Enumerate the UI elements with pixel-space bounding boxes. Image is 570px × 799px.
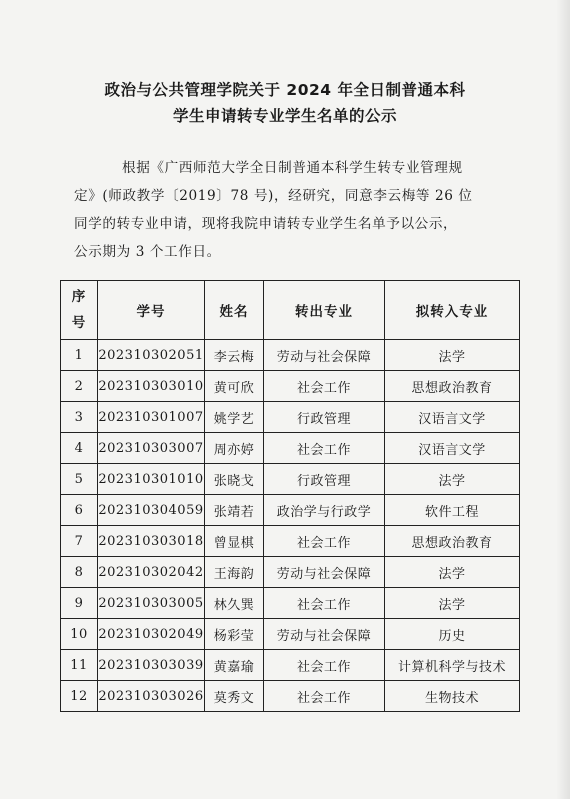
cell-seq: 2 [61,371,98,402]
table-row [61,557,520,588]
header-seq [61,281,98,340]
cell-student-id: 202310303010 [98,371,205,402]
cell-name: 曾显棋 [205,526,264,557]
table-row [61,402,520,433]
cell-name: 姚学艺 [205,402,264,433]
table-row [61,371,520,402]
cell-to-major: 思想政治教育 [385,526,520,557]
cell-student-id: 202310304059 [98,495,205,526]
cell-seq: 6 [61,495,98,526]
cell-name: 黄嘉瑜 [205,650,264,681]
cell-seq: 1 [61,340,98,371]
cell-to-major: 生物技术 [385,681,520,712]
table-row [61,650,520,681]
document-title-line-2: 学生申请转专业学生名单的公示 [172,107,397,125]
cell-student-id: 202310302051 [98,340,205,371]
transfer-student-table [60,280,520,712]
cell-from-major: 行政管理 [264,464,385,495]
cell-student-id: 202310301007 [98,402,205,433]
cell-seq: 8 [61,557,98,588]
table-row [61,588,520,619]
cell-to-major: 法学 [385,340,520,371]
cell-to-major: 思想政治教育 [385,371,520,402]
table-row [61,681,520,712]
cell-from-major: 社会工作 [264,681,385,712]
cell-from-major: 政治学与行政学 [264,495,385,526]
header-to-major: 拟转入专业 [385,281,520,340]
cell-student-id: 202310303005 [98,588,205,619]
cell-name: 李云梅 [205,340,264,371]
cell-name: 周亦婷 [205,433,264,464]
cell-from-major: 社会工作 [264,371,385,402]
cell-student-id: 202310302042 [98,557,205,588]
table-row [61,619,520,650]
cell-student-id: 202310303018 [98,526,205,557]
cell-to-major: 汉语言文学 [385,433,520,464]
header-seq-bottom: 号 [71,315,87,331]
cell-seq: 12 [61,681,98,712]
body-text-line-1: 根据《广西师范大学全日制普通本科学生转专业管理规 [122,160,463,176]
cell-seq: 4 [61,433,98,464]
header-student-id: 学号 [98,281,205,340]
table-header-row [61,281,520,340]
cell-name: 林久巽 [205,588,264,619]
cell-student-id: 202310303007 [98,433,205,464]
cell-to-major: 法学 [385,464,520,495]
cell-student-id: 202310303039 [98,650,205,681]
cell-seq: 9 [61,588,98,619]
body-text-line-4: 公示期为 3 个工作日。 [74,244,221,260]
cell-seq: 5 [61,464,98,495]
header-from-major: 转出专业 [264,281,385,340]
cell-to-major: 汉语言文学 [385,402,520,433]
cell-from-major: 劳动与社会保障 [264,557,385,588]
document-title-line-1: 政治与公共管理学院关于 2024 年全日制普通本科 [104,81,466,99]
cell-from-major: 社会工作 [264,433,385,464]
cell-to-major: 法学 [385,557,520,588]
header-seq-top: 序 [71,289,87,305]
cell-name: 莫秀文 [205,681,264,712]
table-row [61,433,520,464]
cell-from-major: 社会工作 [264,526,385,557]
cell-to-major: 历史 [385,619,520,650]
table-row [61,464,520,495]
cell-from-major: 社会工作 [264,588,385,619]
cell-student-id: 202310303026 [98,681,205,712]
cell-seq: 10 [61,619,98,650]
cell-seq: 11 [61,650,98,681]
cell-from-major: 劳动与社会保障 [264,340,385,371]
table-row [61,340,520,371]
body-text-line-2: 定》(师政教学〔2019〕78 号)，经研究，同意李云梅等 26 位 [74,188,473,204]
cell-from-major: 行政管理 [264,402,385,433]
cell-seq: 3 [61,402,98,433]
cell-name: 张晓戈 [205,464,264,495]
cell-name: 张靖若 [205,495,264,526]
cell-student-id: 202310302049 [98,619,205,650]
table-row [61,495,520,526]
header-name: 姓名 [205,281,264,340]
cell-from-major: 劳动与社会保障 [264,619,385,650]
table-row [61,526,520,557]
cell-name: 王海韵 [205,557,264,588]
cell-from-major: 社会工作 [264,650,385,681]
cell-name: 杨彩莹 [205,619,264,650]
cell-to-major: 计算机科学与技术 [385,650,520,681]
cell-to-major: 软件工程 [385,495,520,526]
cell-to-major: 法学 [385,588,520,619]
cell-seq: 7 [61,526,98,557]
body-text-line-3: 同学的转专业申请，现将我院申请转专业学生名单予以公示， [74,216,458,232]
cell-student-id: 202310301010 [98,464,205,495]
cell-name: 黄可欣 [205,371,264,402]
